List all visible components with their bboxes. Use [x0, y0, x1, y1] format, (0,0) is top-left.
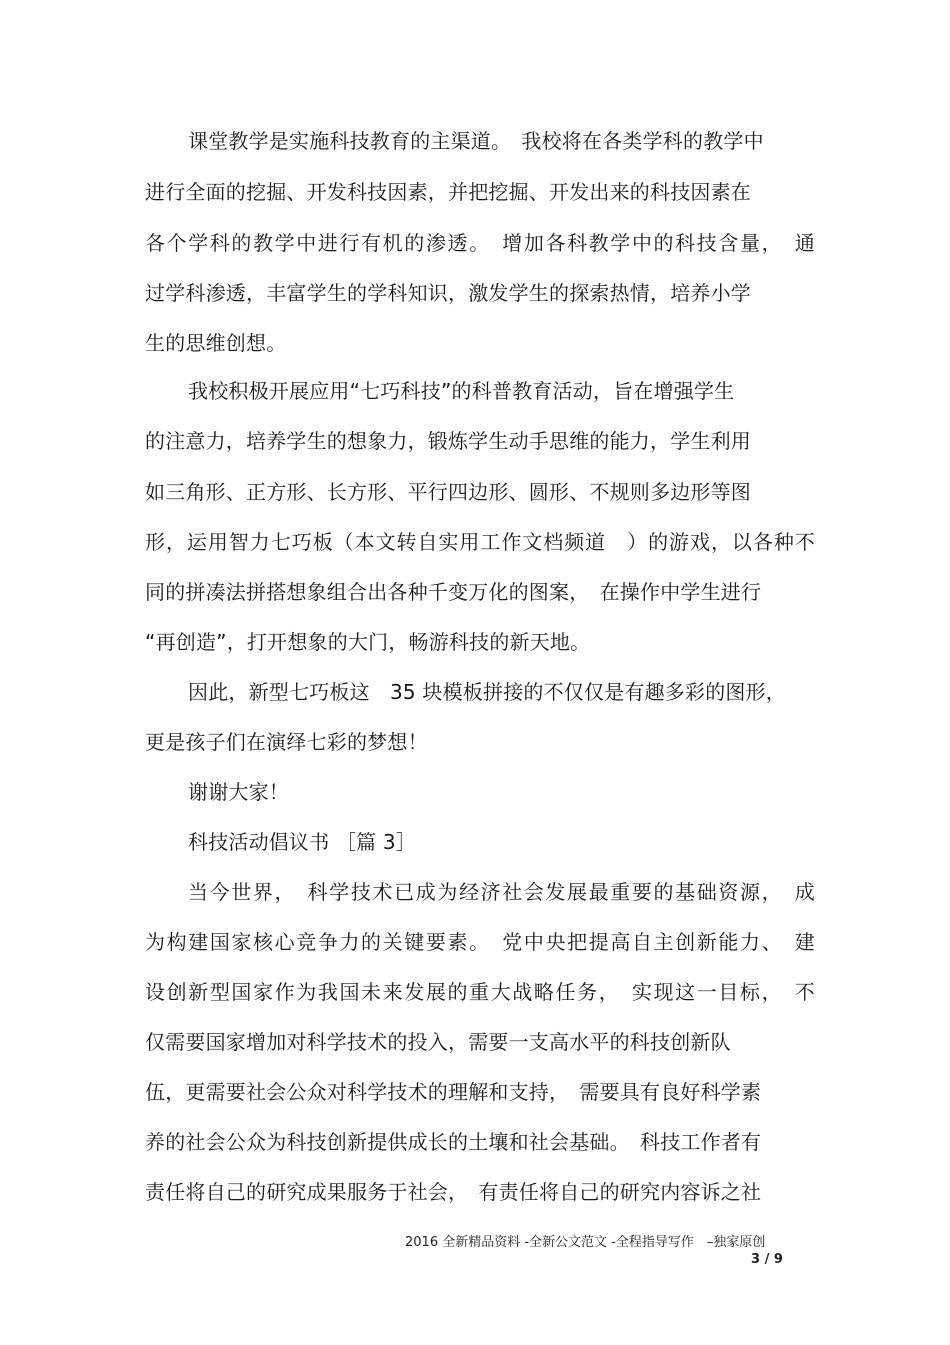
- text-line: 我校积极开展应用“七巧科技”的科普教育活动，旨在增强学生: [188, 379, 735, 403]
- text-line: 各个学科的教学中进行有机的渗透。 增加各科教学中的科技含量， 通: [145, 231, 815, 255]
- text-line: 当今世界， 科学技术已成为经济社会发展最重要的基础资源， 成: [188, 880, 815, 904]
- page-number: 3 / 9: [751, 1252, 783, 1267]
- text-line: 谢谢大家！: [188, 780, 289, 804]
- text-line: 形，运用智力七巧板（本文转自实用工作文档频道 ）的游戏，以各种不: [145, 530, 815, 554]
- text-line: 养的社会公众为科技创新提供成长的土壤和社会基础。 科技工作者有: [145, 1130, 762, 1154]
- text-line: 进行全面的挖掘、开发科技因素，并把挖掘、开发出来的科技因素在: [145, 180, 751, 204]
- text-line: “再创造”，打开想象的大门，畅游科技的新天地。: [145, 630, 591, 654]
- text-line: 因此，新型七巧板这 35 块模板拼接的不仅仅是有趣多彩的图形，: [188, 680, 787, 704]
- text-line: 伍，更需要社会公众对科学技术的理解和支持， 需要具有良好科学素: [145, 1080, 762, 1104]
- text-line: 更是孩子们在演绎七彩的梦想！: [145, 730, 428, 754]
- text-line: 同的拼凑法拼搭想象组合出各种千变万化的图案， 在操作中学生进行: [145, 580, 762, 604]
- text-line: 生的思维创想。: [145, 331, 287, 355]
- text-line: 课堂教学是实施科技教育的主渠道。 我校将在各类学科的教学中: [188, 129, 764, 153]
- section-heading: 科技活动倡议书 ［篇 3］: [188, 830, 417, 854]
- text-line: 过学科渗透，丰富学生的学科知识，激发学生的探索热情，培养小学: [145, 281, 751, 305]
- text-line: 仅需要国家增加对科学技术的投入，需要一支高水平的科技创新队: [145, 1030, 731, 1054]
- text-line: 如三角形、正方形、长方形、平行四边形、圆形、不规则多边形等图: [145, 480, 751, 504]
- page-footer: 2016 全新精品资料 -全新公文范文 -全程指导写作 –独家原创: [405, 1235, 766, 1250]
- text-line: 为构建国家核心竞争力的关键要素。 党中央把提高自主创新能力、 建: [145, 930, 815, 954]
- text-line: 设创新型国家作为我国未来发展的重大战略任务， 实现这一目标， 不: [145, 980, 815, 1004]
- text-line: 的注意力，培养学生的想象力，锻炼学生动手思维的能力，学生利用: [145, 429, 751, 453]
- text-line: 责任将自己的研究成果服务于社会， 有责任将自己的研究内容诉之社: [145, 1180, 762, 1204]
